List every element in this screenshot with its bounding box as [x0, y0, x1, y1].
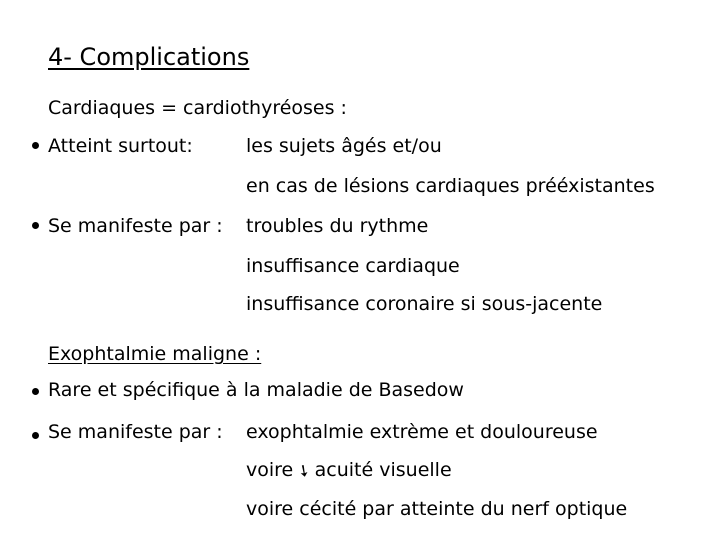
voire-text: voire [246, 459, 294, 481]
bullet-icon [32, 142, 39, 149]
acuite-text: acuité visuelle [314, 459, 452, 481]
exophtalmie-label-2: Se manifeste par : [48, 421, 223, 443]
exophtalmie-line-1: Rare et spécifique à la maladie de Basedow [48, 379, 464, 401]
cardiac-label-2: Se manifeste par : [48, 215, 223, 237]
section-cardiac-heading: Cardiaques = cardiothyréoses : [48, 97, 347, 119]
exophtalmie-value-2-cont1 [246, 458, 452, 483]
exophtalmie-value-2-cont2: voire cécité par atteinte du nerf optique [246, 498, 628, 520]
bullet-icon [32, 222, 39, 229]
cardiac-value-2: troubles du rythme [246, 215, 429, 237]
cardiac-value-2-cont2: insuffisance coronaire si sous-jacente [246, 293, 603, 315]
cardiac-value-1-cont: en cas de lésions cardiaques prééxistantes [246, 175, 655, 197]
bullet-icon [32, 432, 39, 439]
section-exophtalmie-heading: Exophtalmie maligne : [48, 343, 262, 365]
cardiac-label-1: Atteint surtout: [48, 135, 193, 157]
cardiac-value-2-cont1: insuffisance cardiaque [246, 255, 460, 277]
page-title: 4- Complications [48, 43, 250, 71]
arrow-down-right-icon: ➘ [293, 458, 316, 483]
cardiac-value-1: les sujets âgés et/ou [246, 135, 442, 157]
exophtalmie-value-2: exophtalmie extrème et douloureuse [246, 421, 598, 443]
bullet-icon [32, 388, 39, 395]
